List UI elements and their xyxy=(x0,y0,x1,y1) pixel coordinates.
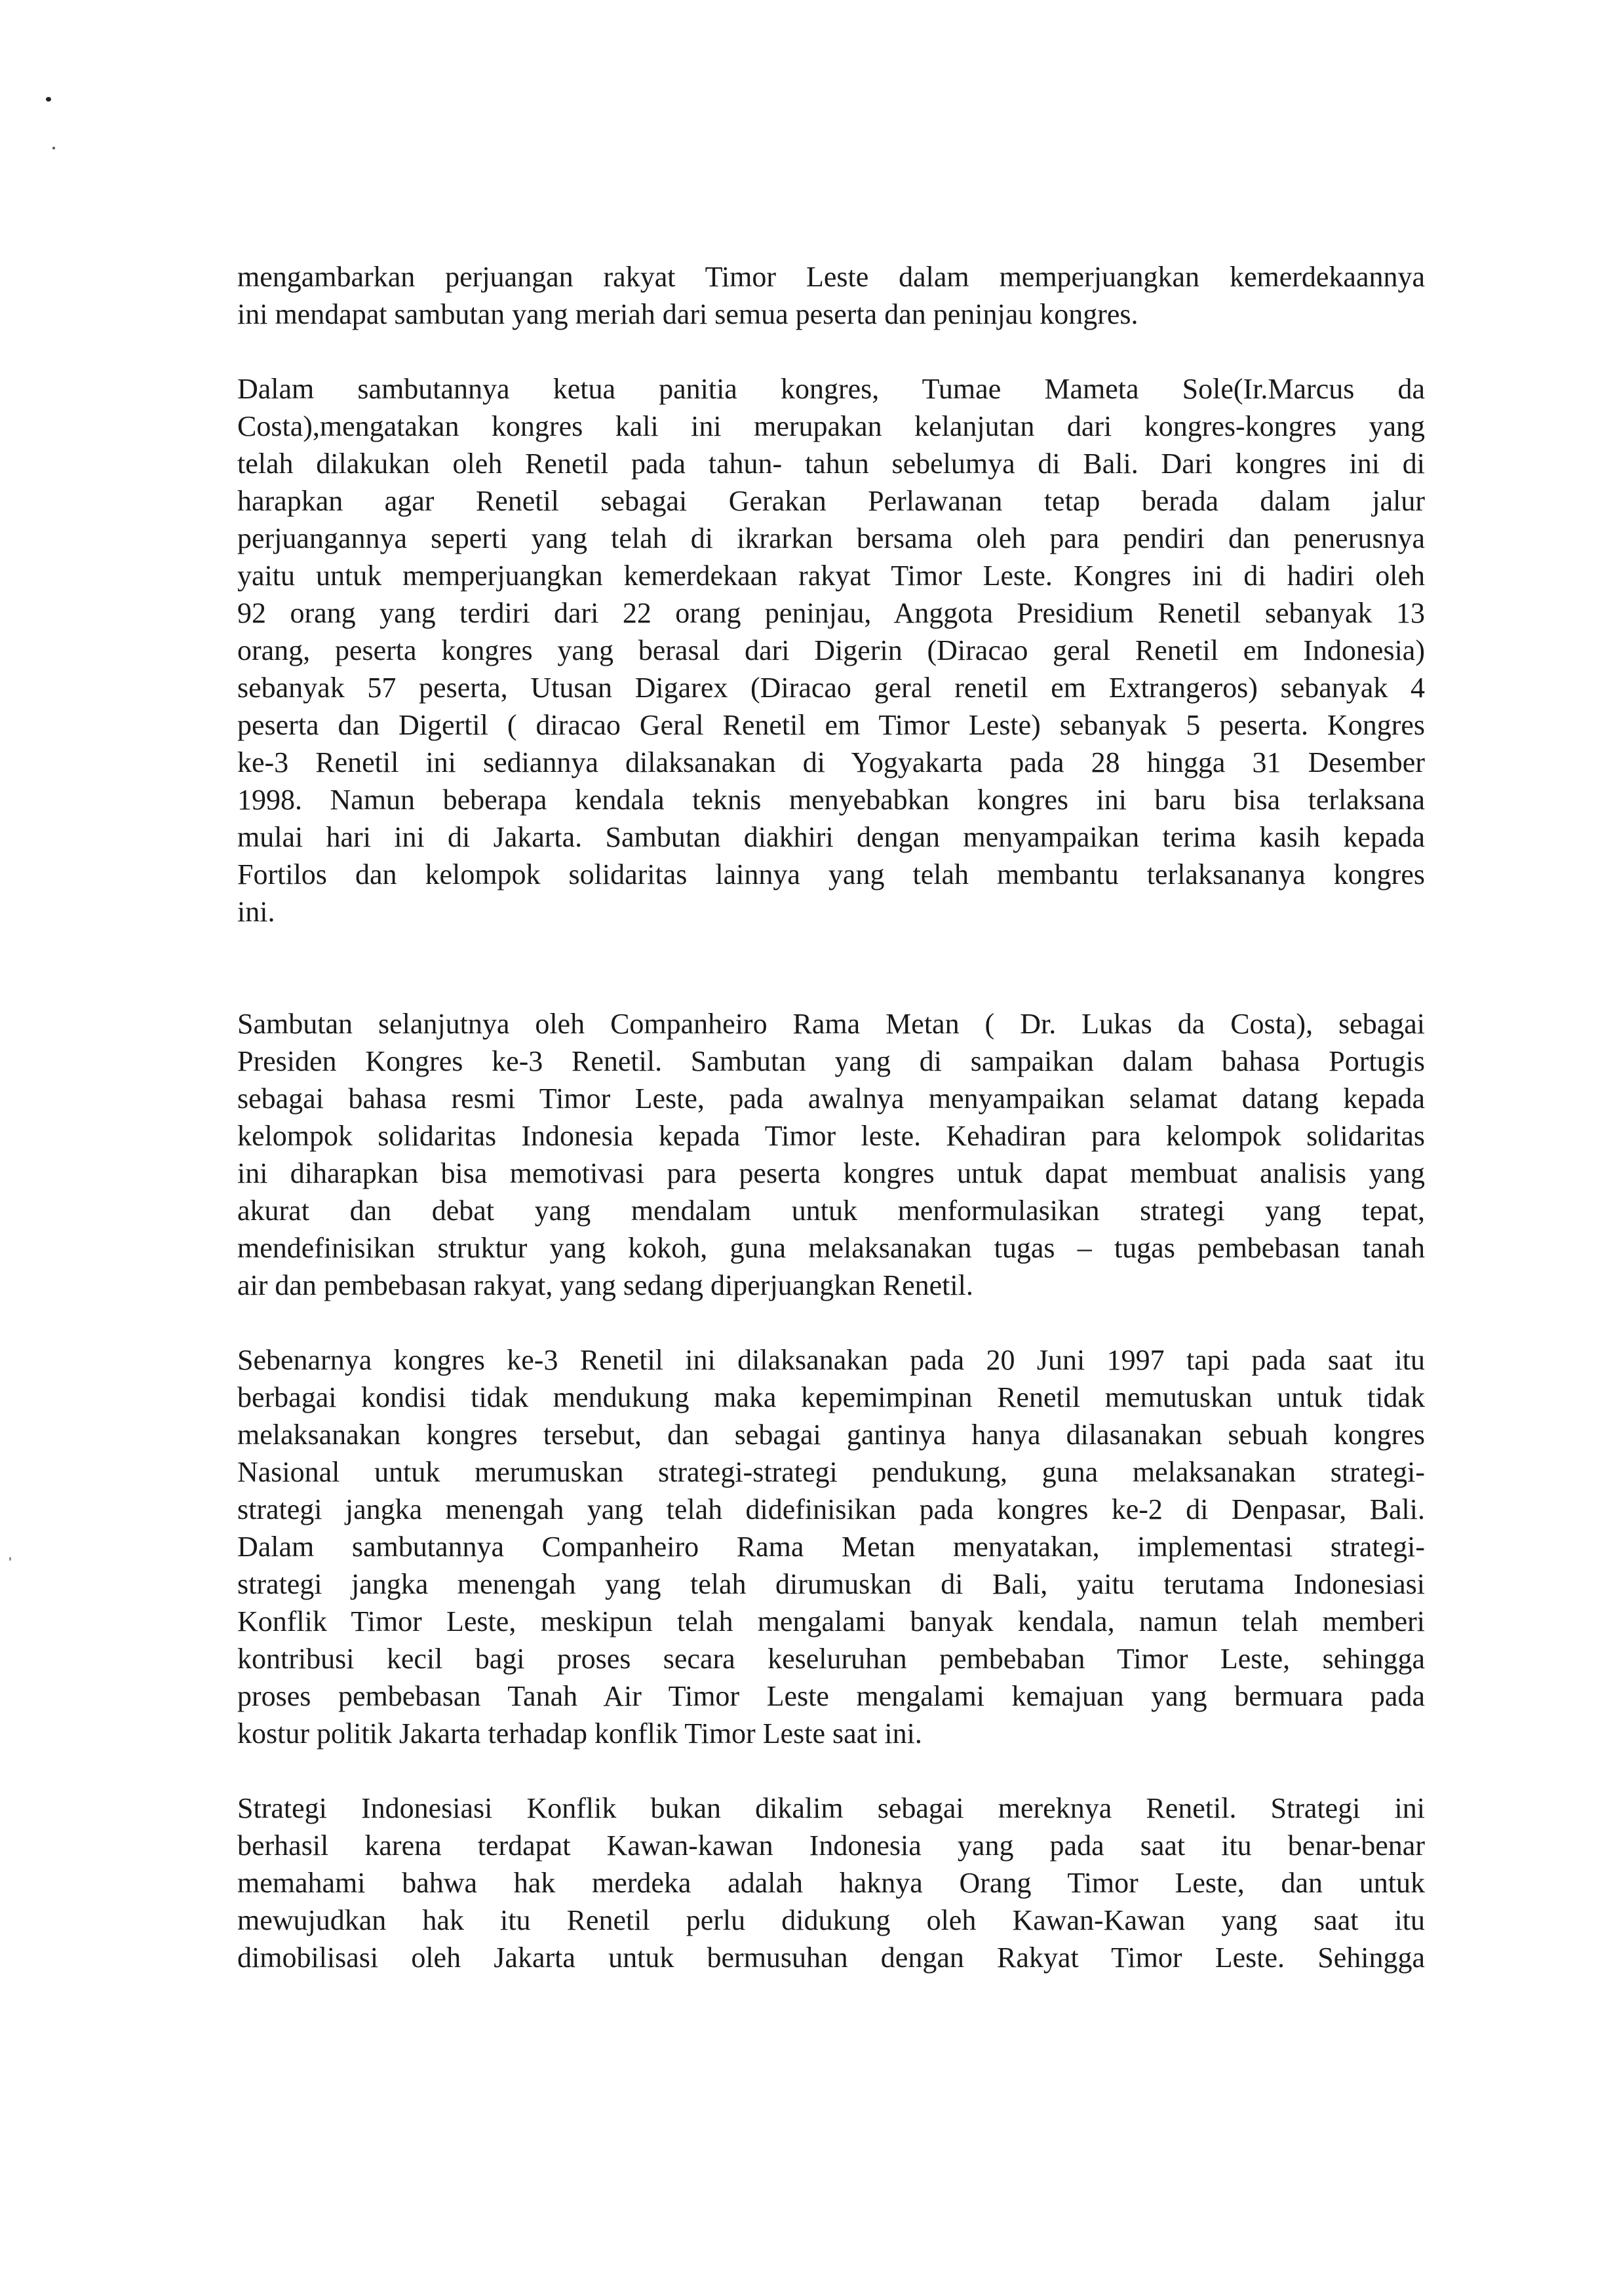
text-line: sebanyak 57 peserta, Utusan Digarex (Diracao geral renetil em Extrangeros) sebanyak 4 xyxy=(237,672,1425,704)
text-line: harapkan agar Renetil sebagai Gerakan Perlawanan tetap berada dalam jalur xyxy=(237,485,1425,517)
scan-speck xyxy=(9,1557,11,1561)
text-line: strategi jangka menengah yang telah dirumuskan di Bali, yaitu terutama Indonesiasi xyxy=(237,1568,1425,1600)
text-line: Sambutan selanjutnya oleh Companheiro Rama Metan ( Dr. Lukas da Costa), sebagai xyxy=(237,1008,1425,1040)
text-line: berbagai kondisi tidak mendukung maka kepemimpinan Renetil memutuskan untuk tidak xyxy=(237,1381,1425,1413)
text-line: peserta dan Digertil ( diracao Geral Renetil em Timor Leste) sebanyak 5 peserta. Kongres xyxy=(237,709,1425,741)
text-line: Sebenarnya kongres ke-3 Renetil ini dilaksanakan pada 20 Juni 1997 tapi pada saat itu xyxy=(237,1344,1425,1376)
text-line: perjuangannya seperti yang telah di ikrarkan bersama oleh para pendiri dan penerusnya xyxy=(237,522,1425,554)
text-line: ini. xyxy=(237,896,275,928)
text-line: proses pembebasan Tanah Air Timor Leste mengalami kemajuan yang bermuara pada xyxy=(237,1680,1425,1712)
text-line: Nasional untuk merumuskan strategi-strategi pendukung, guna melaksanakan strategi- xyxy=(237,1456,1425,1488)
text-line: Konflik Timor Leste, meskipun telah mengalami banyak kendala, namun telah memberi xyxy=(237,1605,1425,1637)
text-line: ke-3 Renetil ini sediannya dilaksanakan di Yogyakarta pada 28 hingga 31 Desember xyxy=(237,746,1425,778)
text-line: telah dilakukan oleh Renetil pada tahun- tahun sebelumya di Bali. Dari kongres ini di xyxy=(237,448,1425,480)
text-line: memahami bahwa hak merdeka adalah haknya Orang Timor Leste, dan untuk xyxy=(237,1867,1425,1899)
scan-speck xyxy=(52,147,55,149)
document-body xyxy=(237,258,1425,2014)
text-line: kontribusi kecil bagi proses secara keseluruhan pembebaban Timor Leste, sehingga xyxy=(237,1643,1425,1675)
text-line: kelompok solidaritas Indonesia kepada Timor leste. Kehadiran para kelompok solidaritas xyxy=(237,1120,1425,1152)
text-line: berhasil karena terdapat Kawan-kawan Indonesia yang pada saat itu benar-benar xyxy=(237,1829,1425,1862)
text-line: mewujudkan hak itu Renetil perlu didukung oleh Kawan-Kawan yang saat itu xyxy=(237,1904,1425,1936)
text-line: Dalam sambutannya Companheiro Rama Metan menyatakan, implementasi strategi- xyxy=(237,1531,1425,1563)
text-line: mengambarkan perjuangan rakyat Timor Leste dalam memperjuangkan kemerdekaannya xyxy=(237,261,1425,293)
text-line: mulai hari ini di Jakarta. Sambutan diakhiri dengan menyampaikan terima kasih kepada xyxy=(237,821,1425,853)
text-line: dimobilisasi oleh Jakarta untuk bermusuhan dengan Rakyat Timor Leste. Sehingga xyxy=(237,1942,1425,1974)
text-line: 92 orang yang terdiri dari 22 orang peninjau, Anggota Presidium Renetil sebanyak 13 xyxy=(237,597,1425,629)
paragraph-2 xyxy=(237,370,1425,930)
text-line: Presiden Kongres ke-3 Renetil. Sambutan yang di sampaikan dalam bahasa Portugis xyxy=(237,1045,1425,1077)
text-line: melaksanakan kongres tersebut, dan sebagai gantinya hanya dilasanakan sebuah kongres xyxy=(237,1419,1425,1451)
text-line: ini mendapat sambutan yang meriah dari semua peserta dan peninjau kongres. xyxy=(237,298,1138,330)
text-line: yaitu untuk memperjuangkan kemerdekaan rakyat Timor Leste. Kongres ini di hadiri oleh xyxy=(237,560,1425,592)
text-line: orang, peserta kongres yang berasal dari Digerin (Diracao geral Renetil em Indonesia) xyxy=(237,634,1425,666)
text-line: Costa),mengatakan kongres kali ini merupakan kelanjutan dari kongres-kongres yang xyxy=(237,410,1425,442)
text-line: akurat dan debat yang mendalam untuk menformulasikan strategi yang tepat, xyxy=(237,1195,1425,1227)
scan-speck xyxy=(46,97,51,102)
text-line: Fortilos dan kelompok solidaritas lainnya yang telah membantu terlaksananya kongres xyxy=(237,858,1425,890)
paragraph-4 xyxy=(237,1341,1425,1752)
paragraph-5 xyxy=(237,1789,1425,1976)
text-line: mendefinisikan struktur yang kokoh, guna melaksanakan tugas – tugas pembebasan tanah xyxy=(237,1232,1425,1264)
text-line: kostur politik Jakarta terhadap konflik Timor Leste saat ini. xyxy=(237,1717,922,1750)
text-line: Strategi Indonesiasi Konflik bukan dikalim sebagai mereknya Renetil. Strategi ini xyxy=(237,1792,1425,1824)
text-line: Dalam sambutannya ketua panitia kongres, Tumae Mameta Sole(Ir.Marcus da xyxy=(237,373,1425,405)
text-line: air dan pembebasan rakyat, yang sedang diperjuangkan Renetil. xyxy=(237,1269,973,1301)
paragraph-1 xyxy=(237,258,1425,333)
text-line: sebagai bahasa resmi Timor Leste, pada awalnya menyampaikan selamat datang kepada xyxy=(237,1082,1425,1115)
text-line: strategi jangka menengah yang telah didefinisikan pada kongres ke-2 di Denpasar, Bali. xyxy=(237,1493,1425,1525)
text-line: ini diharapkan bisa memotivasi para peserta kongres untuk dapat membuat analisis yang xyxy=(237,1157,1425,1189)
paragraph-3 xyxy=(237,1005,1425,1304)
text-line: 1998. Namun beberapa kendala teknis menyebabkan kongres ini baru bisa terlaksana xyxy=(237,784,1425,816)
